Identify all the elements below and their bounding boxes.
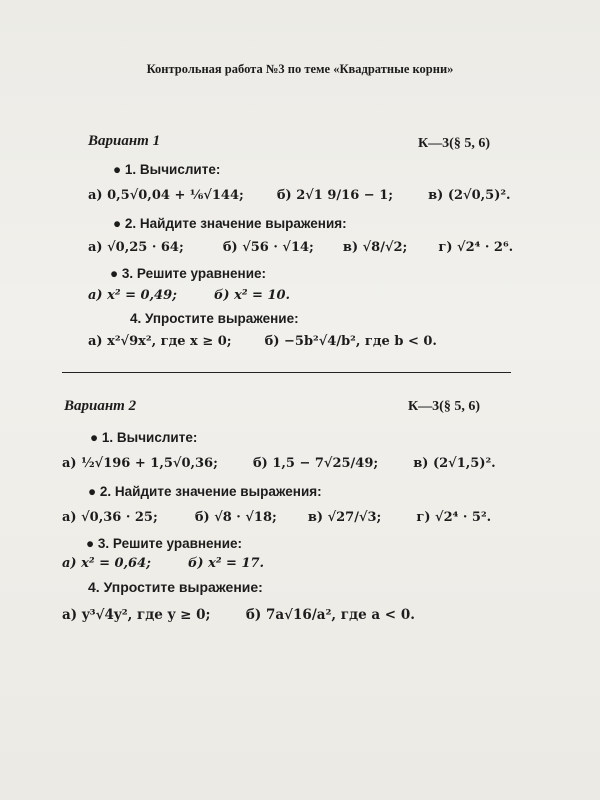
variant-1-heading: Вариант 1: [88, 133, 161, 149]
variant-2-heading: Вариант 2: [64, 398, 137, 414]
v1-task2-row: [88, 240, 513, 255]
v2-task4-a: а) y³√4y², где y ≥ 0;: [62, 606, 211, 623]
v2-task3-a: а) x² = 0,64;: [62, 556, 151, 571]
v1-task3-label: ● 3. Решите уравнение:: [110, 266, 267, 281]
v1-task1-label: ● 1. Вычислите:: [113, 162, 221, 177]
v1-task1-b: б) 2√1 9/16 − 1;: [276, 188, 394, 203]
v1-task4-b: б) −5b²√4/b², где b < 0.: [264, 334, 437, 349]
v2-task3-row: [62, 556, 264, 571]
variant-divider: [62, 372, 511, 373]
v2-task2-b: б) √8 · √18;: [194, 510, 277, 525]
v1-task2-a: а) √0,25 · 64;: [88, 240, 184, 255]
v1-task3-b: б) x² = 10.: [214, 288, 291, 303]
v1-task4-label: 4. Упростите выражение:: [130, 311, 299, 326]
v2-task1-a: а) ½√196 + 1,5√0,36;: [62, 456, 218, 471]
v1-task2-b: б) √56 · √14;: [222, 240, 314, 255]
v2-task4-row: [62, 606, 415, 623]
v1-task1-row: [88, 188, 511, 203]
v1-task4-row: [88, 334, 437, 349]
v2-task4-b: б) 7a√16/a², где a < 0.: [245, 606, 415, 623]
v2-task4-label: 4. Упростите выражение:: [88, 579, 263, 595]
variant-1-code: К—3(§ 5, 6): [418, 136, 490, 151]
v2-task2-row: [62, 510, 491, 525]
variant-2-code: К—3(§ 5, 6): [408, 399, 480, 414]
v1-task1-c: в) (2√0,5)².: [428, 188, 511, 203]
v2-task2-label: ● 2. Найдите значение выражения:: [88, 484, 322, 499]
v2-task1-label: ● 1. Вычислите:: [90, 430, 198, 445]
v2-task2-d: г) √2⁴ · 5².: [416, 510, 492, 525]
v2-task2-a: а) √0,36 · 25;: [62, 510, 158, 525]
v1-task3-a: а) x² = 0,49;: [88, 288, 177, 303]
v1-task2-c: в) √8/√2;: [342, 240, 408, 255]
v1-task2-label: ● 2. Найдите значение выражения:: [113, 216, 347, 231]
page-title: Контрольная работа №3 по теме «Квадратные корни»: [146, 62, 454, 76]
v2-task1-b: б) 1,5 − 7√25/49;: [252, 456, 379, 471]
v2-task3-b: б) x² = 17.: [188, 556, 265, 571]
v1-task1-a: а) 0,5√0,04 + ⅙√144;: [88, 188, 244, 203]
v1-task3-row: [88, 288, 290, 303]
v2-task1-c: в) (2√1,5)².: [413, 456, 496, 471]
v2-task3-label: ● 3. Решите уравнение:: [86, 536, 243, 551]
v1-task4-a: а) x²√9x², где x ≥ 0;: [88, 334, 232, 349]
v2-task2-c: в) √27/√3;: [307, 510, 382, 525]
v1-task2-d: г) √2⁴ · 2⁶.: [438, 240, 514, 255]
v2-task1-row: [62, 456, 496, 471]
